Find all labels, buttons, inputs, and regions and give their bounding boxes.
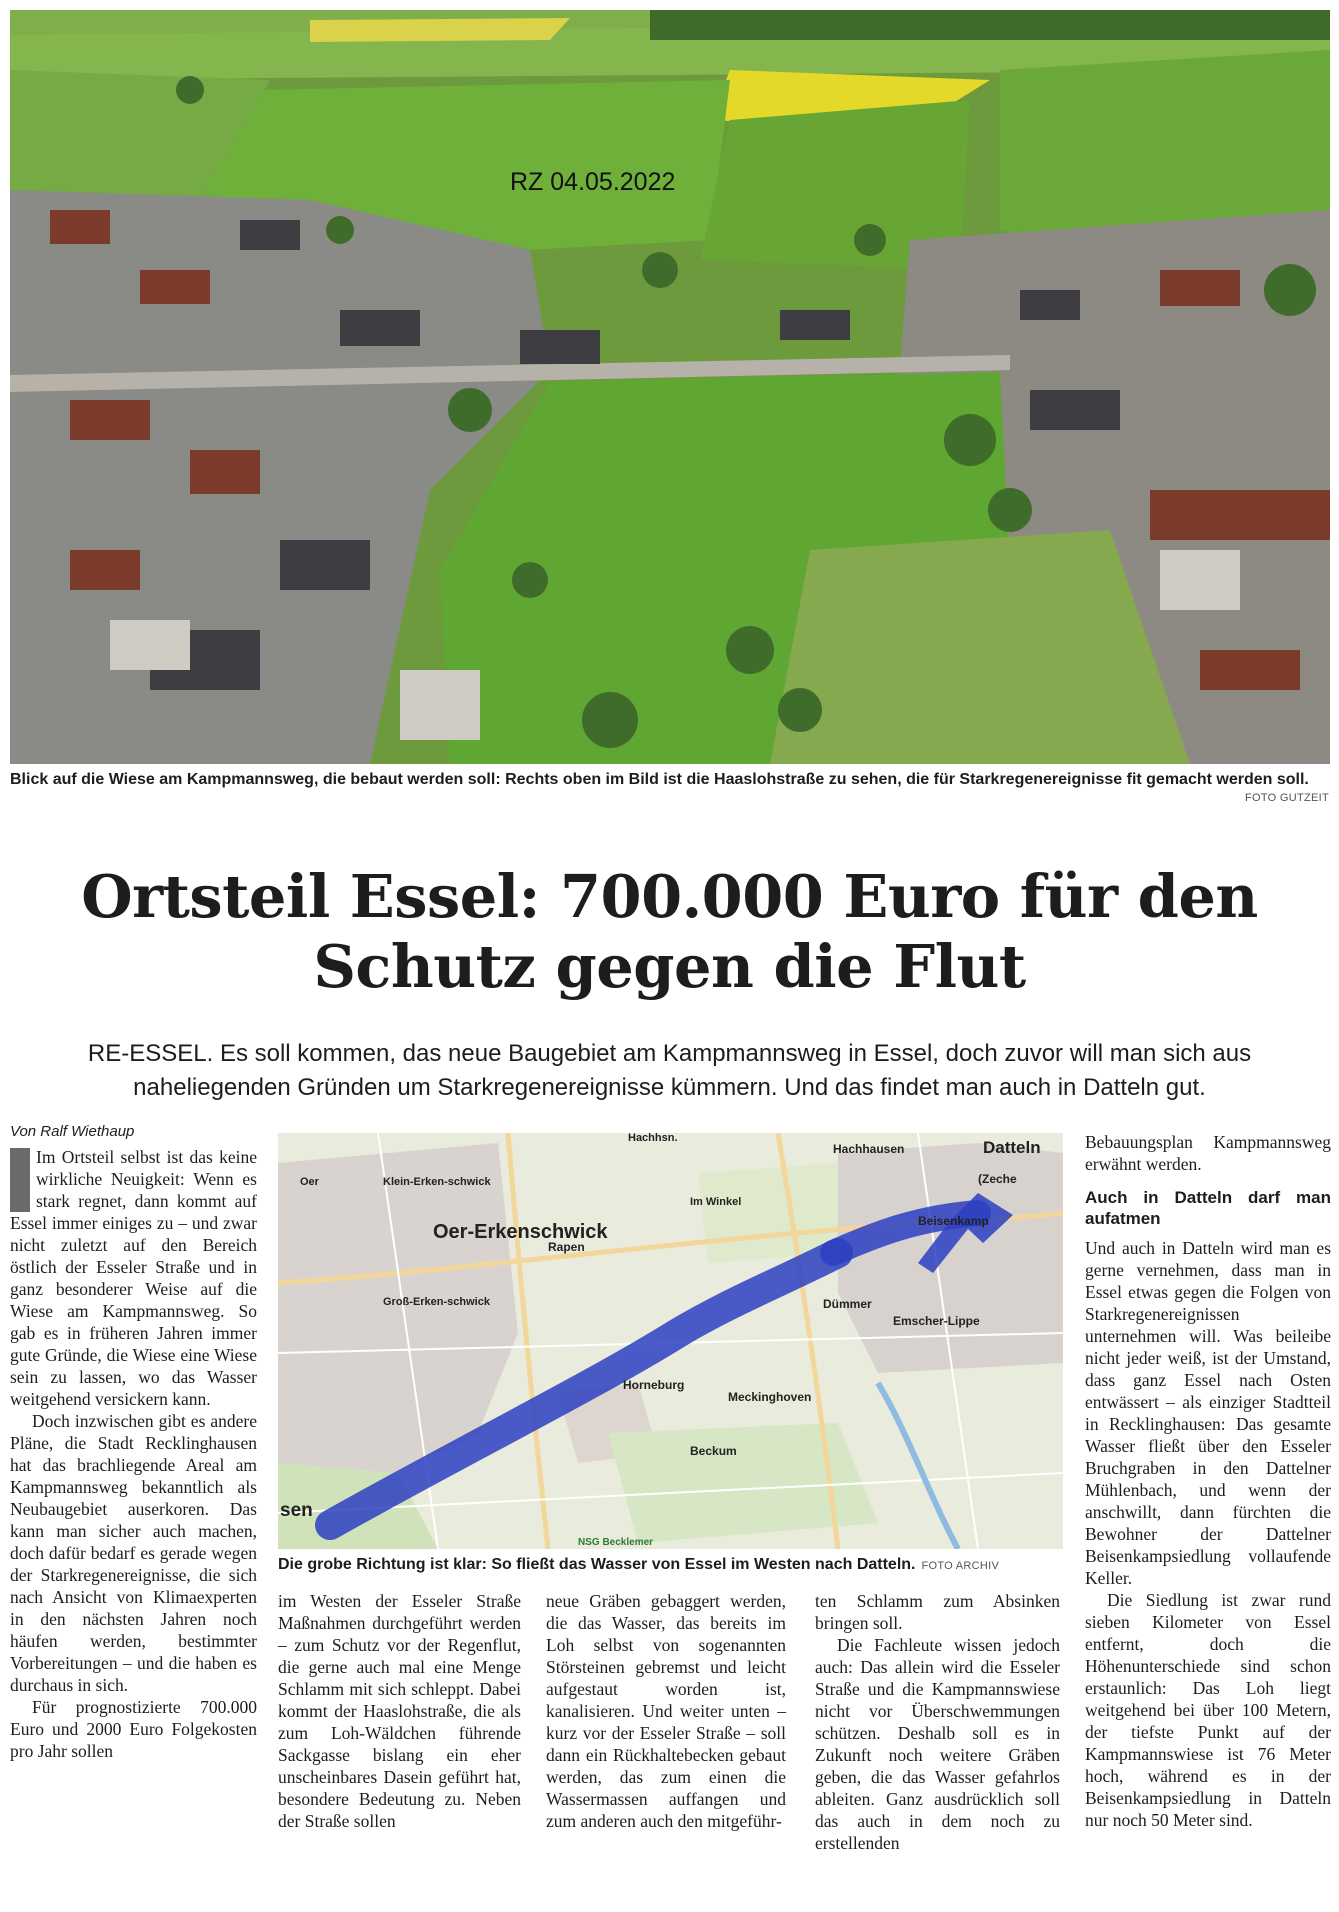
aerial-photo	[10, 10, 1330, 764]
map-label-hachhsn: Hachhsn.	[628, 1133, 678, 1144]
paragraph: im Westen der Esseler Straße Maßnahmen durchgeführt werden – zum Schutz vor der Regenflut, die gerne auch mal eine Menge Schlamm mit sich schleppt. Dabei kommt der Haaslohstraße, die als zum Loh-Wäldchen führende Sackgasse bislang ein eher unscheinbares Dasein geführt hat, besondere Bedeutung zu. Neben der Straße sollen	[278, 1591, 521, 1831]
text-column-5	[1085, 1131, 1331, 1906]
map-label-horneburg: Horneburg	[623, 1378, 685, 1392]
map-label-oer: Oer	[300, 1176, 319, 1188]
map-label-emscher-lippe: Emscher-Lippe	[893, 1314, 980, 1328]
photo-caption: Blick auf die Wiese am Kampmannsweg, die bebaut werden soll: Rechts oben im Bild ist die Haaslohstraße zu sehen, die für Starkregenereignisse fit gemacht werden soll.	[10, 771, 1309, 788]
paragraph: Die Fachleute wissen jedoch auch: Das allein wird die Esseler Straße und die Kampmannswiese nicht vor Überschwemmungen schützen. Deshalb soll es in Zukunft noch weitere Gräben geben, die das Wasser gefahrlos ableiten. Ganz ausdrücklich soll das auch in dem noch zu erstellenden	[815, 1635, 1060, 1853]
text-column-2	[278, 1590, 521, 1906]
text-column-3	[546, 1590, 786, 1906]
map-label-duemmer: Dümmer	[823, 1297, 872, 1311]
map-label-zeche: (Zeche	[978, 1172, 1017, 1186]
map-label-oer-erkenschwick: Oer-Erkenschwick	[433, 1221, 608, 1243]
paragraph: ten Schlamm zum Absinken bringen soll.	[815, 1591, 1060, 1633]
headline: Ortsteil Essel: 700.000 Euro für den Schutz gegen die Flut	[81, 862, 1258, 1001]
map-label-klein-erkenschwick: Klein-Erken-schwick	[383, 1176, 491, 1188]
map-label-beckum: Beckum	[690, 1444, 737, 1458]
lead-paragraph: RE-ESSEL. Es soll kommen, das neue Baugebiet am Kampmannsweg in Essel, doch zuvor will man sich aus naheliegenden Gründen um Starkregenereignisse kümmern. Und das findet man auch in Datteln gut.	[87, 1040, 1252, 1101]
photo-credit: FOTO GUTZEIT	[1244, 792, 1329, 804]
map-label-gross-erkenschwick: Groß-Erken-schwick	[383, 1296, 490, 1308]
map-label-hachhausen: Hachhausen	[833, 1142, 905, 1156]
map-caption: Die grobe Richtung ist klar: So fließt das Wasser von Essel im Westen nach Datteln. FOTO ARCHIV	[278, 1556, 1000, 1573]
text-column-1	[10, 1146, 257, 1906]
map-image	[278, 1133, 1063, 1549]
paragraph: Doch inzwischen gibt es andere Pläne, die Stadt Recklinghausen hat das brachliegende Areal am Kampmannsweg bekanntlich als Neubaugebiet auserkoren. Das kann man sicher auch machen, doch dafür bedarf es gerade wegen der Starkregenereignisse, die sich nach Ansicht von Klimaexperten in den nächsten Jahren noch häufen werden, bestimmter Vorbereitungen – und die haben es durchaus in sich.	[10, 1411, 257, 1695]
dropcap-initial	[10, 1148, 30, 1212]
map-credit: FOTO ARCHIV	[921, 1560, 1000, 1572]
paragraph: Für prognostizierte 700.000 Euro und 2000 Euro Folgekosten pro Jahr sollen	[10, 1697, 257, 1761]
paragraph: Bebauungsplan Kampmannsweg erwähnt werden.	[1085, 1132, 1331, 1174]
text-column-4	[815, 1590, 1060, 1906]
paragraph: Im Ortsteil selbst ist das keine wirkliche Neuigkeit: Wenn es stark regnet, dann kommt auf Essel immer einiges zu – und zwar nicht zuletzt auf den Bereich östlich der Esseler Straße und in ganz besonderer Weise auf die Wiese am Kampmannsweg. So gab es in früheren Jahren immer gute Gründe, die Wiese eine Wiese sein zu lassen, wo das Wasser weitgehend versickern kann.	[10, 1147, 257, 1409]
map-label-essen-fragment: sen	[280, 1500, 313, 1521]
paragraph: neue Gräben gebaggert werden, die das Wasser, das bereits im Loh selbst von sogenannten Störsteinen gebremst und leicht aufgestaut worden ist, kanalisieren. Und weiter unten – kurz vor der Esseler Straße – soll dann ein Rückhaltebecken gebaut werden, das zum einen die Wassermassen auffangen und zum anderen auch den mitgeführ-	[546, 1591, 786, 1831]
map-label-nsg: NSG Becklemer	[578, 1537, 654, 1548]
map-label-meckinghoven: Meckinghoven	[728, 1390, 812, 1404]
paragraph: Und auch in Datteln wird man es gerne vernehmen, dass man in Essel etwas gegen die Folgen von Starkregenereignissen unternehmen will. Was beileibe nicht jeder weiß, ist der Umstand, dass ganz Essel nach Osten entwässert – als einziger Stadtteil in Recklinghausen: Das gesamte Wasser fließt über den Esseler Bruchgraben in den Dattelner Mühlenbach, und wenn der anschwillt, dann fürchten die Bewohner der Dattelner Beisenkampsiedlung vollaufende Keller.	[1085, 1238, 1331, 1588]
map-label-im-winkel: Im Winkel	[690, 1196, 742, 1208]
map-label-datteln: Datteln	[983, 1138, 1041, 1157]
paragraph: Die Siedlung ist zwar rund sieben Kilometer von Essel entfernt, doch die Höhenunterschiede sind schon erstaunlich: Das Loh liegt weitgehend bei über 100 Metern, der tiefste Punkt auf der Kampmannswiese ist 76 Meter hoch, während es in der Beisenkampsiedlung in Datteln nur noch 50 Meter sind.	[1085, 1590, 1331, 1830]
byline: Von Ralf Wiethaup	[10, 1123, 135, 1140]
photo-date-stamp: RZ 04.05.2022	[510, 168, 676, 196]
map-label-beisenkamp: Beisenkamp	[918, 1214, 989, 1228]
map-label-rapen: Rapen	[548, 1240, 585, 1254]
subheading: Auch in Datteln darf man aufatmen	[1085, 1188, 1331, 1228]
